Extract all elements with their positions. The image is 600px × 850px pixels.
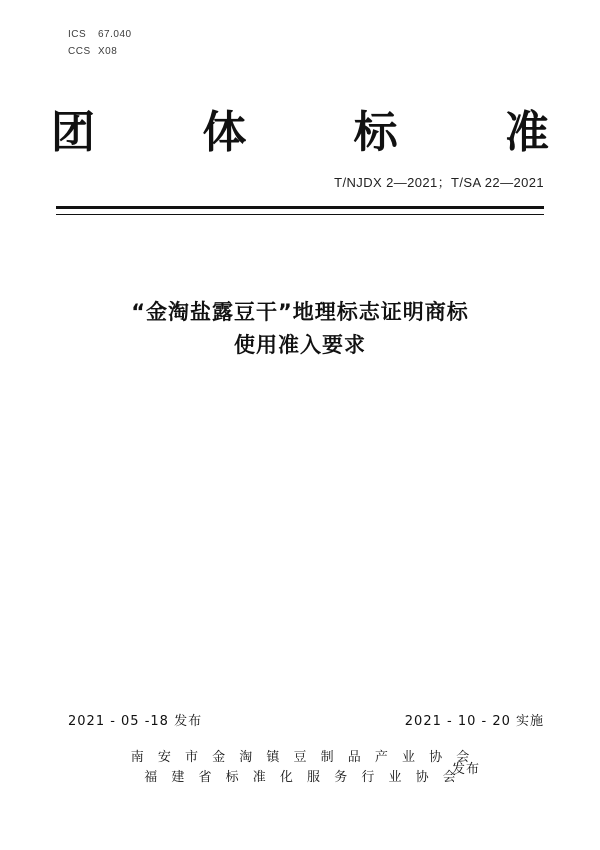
ics-code-row [68,26,132,43]
ics-value: 67.040 [98,29,132,40]
ccs-code-row [68,43,132,60]
ics-label: ICS [68,29,87,40]
standard-type-heading: 团 体 标 准 [51,107,595,158]
standard-number: T/NJDX 2—2021；T/SA 22—2021 [334,175,544,190]
effective-date: 2021 - 10 - 20 实施 [404,714,544,729]
document-title [56,296,544,362]
divider-thin [56,214,544,215]
divider-thick [56,206,544,209]
document-title-line2: 使用准入要求 [234,333,366,357]
publisher-list [0,748,600,788]
ccs-value: X08 [98,46,118,57]
publisher-line-2: 福 建 省 标 准 化 服 务 行 业 协 会 [144,770,461,785]
issue-date: 2021 - 05 -18 发布 [68,714,203,729]
publish-label: 发布 [452,762,481,777]
ccs-label: CCS [68,46,91,57]
publisher-line-1: 南 安 市 金 淘 镇 豆 制 品 产 业 协 会 [130,750,475,765]
classification-codes [68,26,132,60]
document-title-line1: “金淘盐露豆干”地理标志证明商标 [131,300,469,324]
